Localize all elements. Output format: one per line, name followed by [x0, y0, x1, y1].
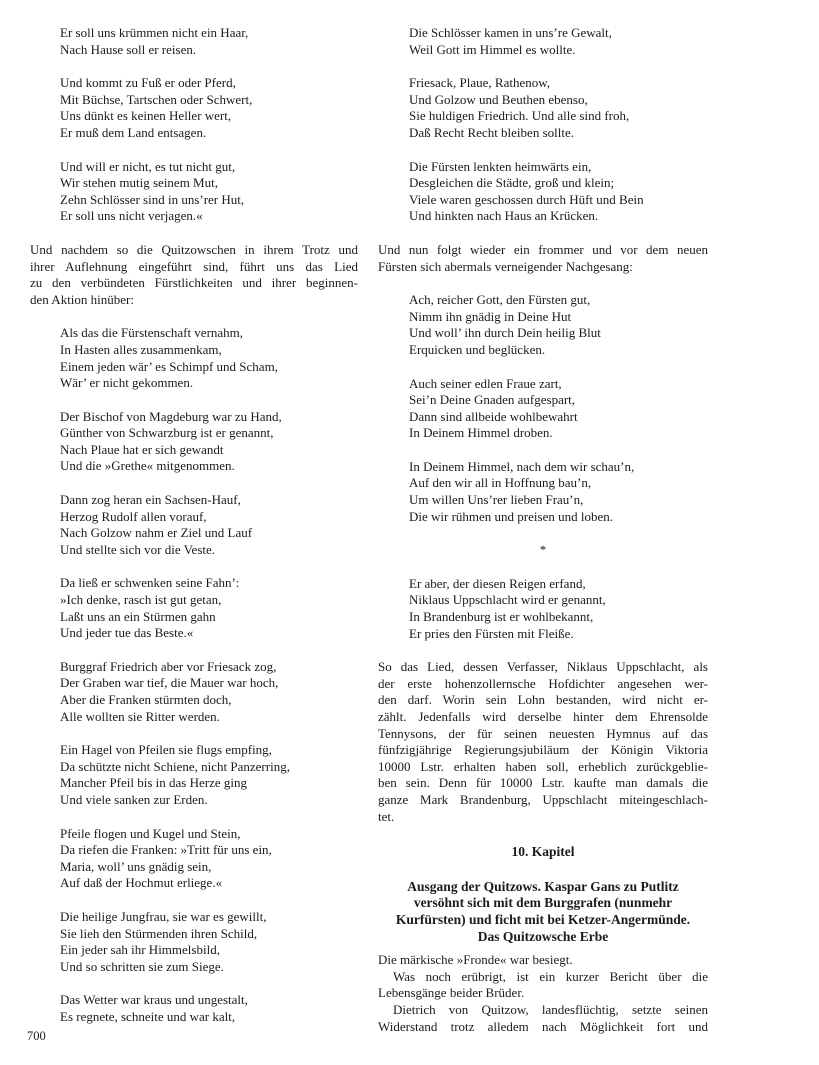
- poem-line: Da ließ er schwenken seine Fahn’:: [60, 575, 240, 591]
- stanza-block: [30, 659, 358, 725]
- column-left: [30, 25, 358, 1026]
- poem-line: Die wir rühmen und preisen und loben.: [409, 508, 613, 524]
- poem-line: Friesack, Plaue, Rathenow,: [409, 75, 551, 91]
- poem-line: Weil Gott im Himmel es wollte.: [409, 41, 576, 57]
- poem-line: Und die »Grethe« mitgenommen.: [60, 458, 235, 474]
- prose-line: Was noch erübrigt, ist ein kurzer Bericht über die: [393, 968, 708, 984]
- stanza-block: [30, 992, 358, 1025]
- prose-line: zu den verbündeten Fürstlichkeiten und ihrer beginnen-: [30, 275, 358, 291]
- poem-line: Nach Golzow nahm er Ziel und Lauf: [60, 525, 253, 541]
- chapter-title-line: Das Quitzowsche Erbe: [477, 928, 609, 944]
- prose-line: ganze Mark Brandenburg, Uppschlacht miteingeschlach-: [378, 791, 708, 807]
- poem-line: Uns dünkt es keinen Heller wert,: [60, 108, 232, 124]
- poem-line: Mit Büchse, Tartschen oder Schwert,: [60, 91, 253, 107]
- prose-line: Die märkische »Fronde« war besiegt.: [378, 952, 573, 968]
- chapter-title-line: versöhnt sich mit dem Burggrafen (nunmehr: [413, 895, 673, 911]
- poem-line: Laßt uns an ein Stürmen gahn: [60, 608, 216, 624]
- poem-line: Viele waren geschossen durch Hüft und Bein: [409, 191, 644, 207]
- poem-line: Günther von Schwarzburg ist er genannt,: [60, 425, 274, 441]
- stanza-block: [378, 376, 708, 442]
- poem-line: Und kommt zu Fuß er oder Pferd,: [60, 75, 236, 91]
- prose-line: ben sein. Denn für 10000 Lstr. kaufte man damals die: [378, 775, 708, 791]
- prose-block: [378, 969, 708, 1002]
- poem-line: Da schützte nicht Schiene, nicht Panzerring,: [60, 758, 290, 774]
- poem-line: Zehn Schlösser sind in uns’rer Hut,: [60, 191, 245, 207]
- poem-line: Der Graben war tief, die Mauer war hoch,: [60, 675, 279, 691]
- prose-line: der erste hohenzollernsche Hofdichter angesehen wer-: [378, 675, 708, 691]
- column-right: [378, 25, 708, 1035]
- poem-line: Die Fürsten lenkten heimwärts ein,: [409, 158, 592, 174]
- poem-line: Desgleichen die Städte, groß und klein;: [409, 175, 615, 191]
- stanza-block: [30, 159, 358, 225]
- poem-line: Und stellte sich vor die Veste.: [60, 541, 216, 557]
- poem-line: Burggraf Friedrich aber vor Friesack zog,: [60, 658, 277, 674]
- poem-line: Dann zog heran ein Sachsen-Hauf,: [60, 492, 241, 508]
- poem-line: Und jeder tue das Beste.«: [60, 625, 194, 641]
- poem-line: Als das die Fürstenschaft vernahm,: [60, 325, 244, 341]
- poem-line: Er pries den Fürsten mit Fleiße.: [409, 625, 574, 641]
- poem-line: Ein jeder sah ihr Himmelsbild,: [60, 942, 220, 958]
- poem-line: Aber die Franken stürmten doch,: [60, 692, 232, 707]
- stanza-block: [378, 25, 708, 58]
- poem-line: Maria, woll’ uns gnädig sein,: [60, 858, 212, 874]
- poem-line: In Deinem Himmel, nach dem wir schau’n,: [409, 458, 635, 474]
- prose-line: Lebensgänge beider Brüder.: [378, 985, 525, 1001]
- poem-line: In Brandenburg ist er wohlbekannt,: [409, 609, 594, 625]
- poem-line: Daß Recht Recht bleiben sollte.: [409, 124, 574, 140]
- poem-line: Pfeile flogen und Kugel und Stein,: [60, 825, 241, 841]
- poem-line: Um willen Uns’rer lieben Frau’n,: [409, 492, 584, 508]
- poem-line: Da riefen die Franken: »Tritt für uns ein,: [60, 842, 272, 858]
- poem-line: Das Wetter war kraus und ungestalt,: [60, 992, 248, 1008]
- poem-line: Auf den wir all in Hoffnung bau’n,: [409, 475, 592, 491]
- poem-line: Mancher Pfeil bis in das Herze ging: [60, 775, 248, 791]
- prose-line: tet.: [378, 808, 395, 824]
- prose-line: Dietrich von Quitzow, landesflüchtig, setzte seinen: [393, 1001, 708, 1017]
- stanza-block: [378, 159, 708, 225]
- prose-line: Und nachdem so die Quitzowschen in ihrem Trotz und: [30, 241, 358, 257]
- poem-line: Die heilige Jungfrau, sie war es gewillt,: [60, 908, 267, 924]
- prose-block: [378, 659, 708, 825]
- poem-line: Und woll’ ihn durch Dein heilig Blut: [409, 325, 601, 341]
- prose-line: Fürsten sich abermals verneigender Nachgesang:: [378, 258, 633, 274]
- poem-line: In Deinem Himmel droben.: [409, 425, 553, 441]
- poem-line: Ach, reicher Gott, den Fürsten gut,: [409, 292, 591, 308]
- prose-block: [378, 242, 708, 275]
- poem-line: Ein Hagel von Pfeilen sie flugs empfing,: [60, 742, 272, 758]
- poem-line: Die Schlösser kamen in uns’re Gewalt,: [409, 25, 612, 40]
- poem-line: Sie huldigen Friedrich. Und alle sind froh,: [409, 108, 630, 124]
- chapter-title-line: Ausgang der Quitzows. Kaspar Gans zu Putlitz: [407, 878, 679, 894]
- prose-block: [378, 1002, 708, 1035]
- poem-line: Sie lieh den Stürmenden ihren Schild,: [60, 925, 258, 941]
- poem-line: Niklaus Uppschlacht wird er genannt,: [409, 592, 606, 608]
- prose-line: So das Lied, dessen Verfasser, Niklaus Uppschlacht, als: [378, 659, 708, 675]
- poem-line: Herzog Rudolf allen vorauf,: [60, 508, 207, 524]
- poem-line: Und viele sanken zur Erden.: [60, 791, 208, 807]
- poem-line: Es regnete, schneite und war kalt,: [60, 1008, 236, 1024]
- stanza-block: [378, 75, 708, 141]
- poem-line: Sei’n Deine Gnaden aufgespart,: [409, 392, 576, 408]
- poem-line: Der Bischof von Magdeburg war zu Hand,: [60, 408, 282, 424]
- page-number: 700: [27, 1029, 46, 1043]
- poem-line: Wir stehen mutig seinem Mut,: [60, 175, 218, 191]
- stanza-block: [378, 576, 708, 642]
- poem-line: Nach Plaue hat er sich gewandt: [60, 441, 224, 457]
- stanza-block: [30, 492, 358, 558]
- chapter-title-block: [378, 879, 708, 945]
- poem-line: Er aber, der diesen Reigen erfand,: [409, 575, 586, 591]
- poem-line: Er soll uns nicht verjagen.«: [60, 208, 203, 224]
- poem-line: Auf daß der Hochmut erliege.«: [60, 875, 223, 891]
- poem-line: Einem jeden wär’ es Schimpf und Scham,: [60, 358, 278, 374]
- poem-line: Nimm ihn gnädig in Deine Hut: [409, 308, 572, 324]
- poem-line: Und will er nicht, es tut nicht gut,: [60, 158, 236, 174]
- stanza-block: [30, 742, 358, 808]
- prose-line: den Aktion hinüber:: [30, 291, 134, 307]
- stanza-block: [30, 826, 358, 892]
- stanza-block: [30, 909, 358, 975]
- stanza-block: [30, 25, 358, 58]
- poem-line: Dann sind allbeide wohlbewahrt: [409, 408, 578, 424]
- stanza-block: [30, 75, 358, 141]
- prose-line: fünfzigjährige Regierungsjubiläum der Königin Viktoria: [378, 742, 708, 758]
- prose-line: Und nun folgt wieder ein frommer und vor dem neuen: [378, 241, 708, 257]
- poem-line: In Hasten alles zusammenkam,: [60, 341, 222, 357]
- stanza-block: [30, 409, 358, 475]
- prose-line: zählt. Jedenfalls wird derselbe hinter dem Ehrensolde: [378, 709, 708, 724]
- chapter-number-block: 10. Kapitel: [511, 844, 575, 860]
- section-separator-star: *: [539, 542, 547, 558]
- poem-line: Er muß dem Land entsagen.: [60, 124, 207, 140]
- prose-line: ihrer Auflehnung eingeführt sind, führt uns das Lied: [30, 258, 358, 274]
- chapter-title-line: Kurfürsten) und ficht mit bei Ketzer-Angermünde.: [395, 911, 691, 927]
- poem-line: Und hinkten nach Haus an Krücken.: [409, 208, 599, 224]
- prose-line: den darf. Worin sein Lohn bestanden, wird nicht er-: [378, 692, 708, 708]
- poem-line: Auch seiner edlen Fraue zart,: [409, 375, 562, 391]
- poem-line: Und Golzow und Beuthen ebenso,: [409, 91, 588, 107]
- poem-line: Erquicken und beglücken.: [409, 341, 546, 357]
- poem-line: Und so schritten sie zum Siege.: [60, 958, 224, 974]
- prose-block: [378, 952, 708, 969]
- poem-line: Nach Hause soll er reisen.: [60, 41, 197, 57]
- prose-line: 10000 Lstr. erhalten haben soll, erheblich zurückgeblie-: [378, 758, 708, 774]
- poem-line: Alle wollten sie Ritter werden.: [60, 708, 220, 724]
- poem-line: »Ich denke, rasch ist gut getan,: [60, 592, 222, 608]
- poem-line: Er soll uns krümmen nicht ein Haar,: [60, 25, 249, 40]
- prose-line: Tennysons, der für seinen neuesten Hymnus auf das: [378, 725, 708, 741]
- prose-block: [30, 242, 358, 308]
- stanza-block: [30, 575, 358, 641]
- stanza-block: [378, 459, 708, 525]
- stanza-block: [30, 325, 358, 391]
- poem-line: Wär’ er nicht gekommen.: [60, 375, 194, 391]
- stanza-block: [378, 292, 708, 358]
- prose-line: Widerstand trotz alledem nach Möglichkeit fort und: [378, 1018, 708, 1034]
